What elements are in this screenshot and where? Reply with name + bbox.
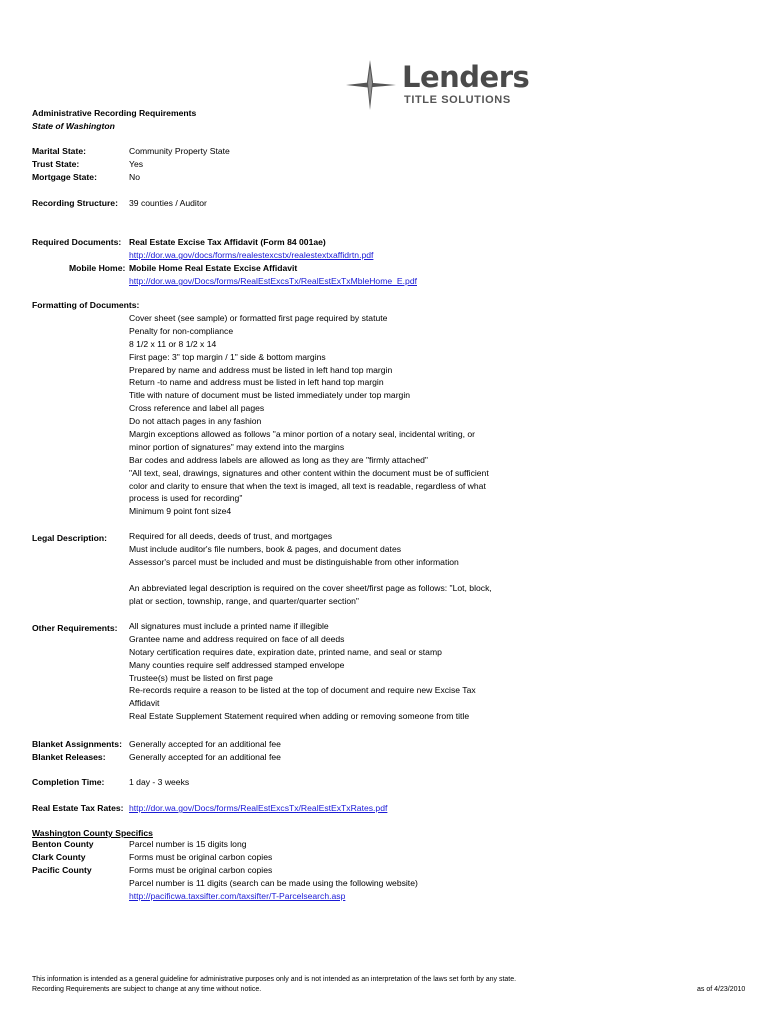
mortgage-label: Mortgage State: <box>32 172 97 182</box>
list-item: Cover sheet (see sample) or formatted first page required by statute <box>129 313 388 323</box>
list-item: An abbreviated legal description is required on the cover sheet/first page as follows: "Lot, block, <box>129 583 492 593</box>
list-item: Notary certification requires date, expiration date, printed name, and seal or stamp <box>129 646 442 657</box>
formatting-list <box>129 312 489 518</box>
logo-word: Lenders <box>402 60 530 94</box>
required-doc-link[interactable]: http://dor.wa.gov/docs/forms/realestexcstx/realestextxaffidrtn.pdf <box>129 250 374 260</box>
list-item: process is used for recording" <box>129 493 243 504</box>
other-label: Other Requirements: <box>32 623 118 633</box>
mobile-home-link[interactable]: http://dor.wa.gov/Docs/forms/RealEstExcsTx/RealEstExTxMbleHome_E.pdf <box>129 276 417 286</box>
list-item: Forms must be original carbon copies <box>129 851 273 862</box>
required-doc: Real Estate Excise Tax Affidavit (Form 84 001ae) <box>129 237 326 247</box>
list-item: First page: 3" top margin / 1" side & bottom margins <box>129 351 326 362</box>
footer-line: This information is intended as a general guideline for administrative purposes only and is not intended as an interpretation of the laws set forth by any state. <box>32 976 517 983</box>
list-item: Re-records require a reason to be listed at the top of document and require new Excise Tax <box>129 685 476 696</box>
mobile-home-doc: Mobile Home Real Estate Excise Affidavit <box>129 263 298 273</box>
page-title: Administrative Recording Requirements <box>32 108 197 118</box>
list-item: Many counties require self addressed stamped envelope <box>129 659 345 670</box>
compass-star-icon <box>344 58 400 112</box>
completion-value: 1 day - 3 weeks <box>129 777 190 787</box>
list-item: Cross reference and label all pages <box>129 403 265 414</box>
list-item: Return -to name and address must be listed in left hand top margin <box>129 377 384 388</box>
list-item: "All text, seal, drawings, signatures and other content within the document must be of sufficient <box>129 467 489 478</box>
county-name: Benton County <box>32 839 94 849</box>
list-item: Penalty for non-compliance <box>129 325 234 336</box>
blanket-release-value: Generally accepted for an additional fee <box>129 752 281 762</box>
county-names <box>32 838 94 877</box>
list-item: Must include auditor's file numbers, book & pages, and document dates <box>129 543 402 554</box>
legal-list-abbreviated <box>129 582 492 608</box>
other-list <box>129 620 476 723</box>
legal-label: Legal Description: <box>32 533 107 543</box>
list-item: 8 1/2 x 11 or 8 1/2 x 14 <box>129 338 217 349</box>
completion-label: Completion Time: <box>32 777 105 787</box>
list-item: Prepared by name and address must be listed in left hand top margin <box>129 364 393 375</box>
list-item: Affidavit <box>129 698 160 709</box>
tax-rates-label: Real Estate Tax Rates: <box>32 803 124 813</box>
list-item: color and clarity to ensure that when the text is imaged, all text is readable, regardless of what <box>129 480 486 491</box>
footer-disclaimer <box>32 975 516 995</box>
list-item: Parcel number is 15 digits long <box>129 839 247 849</box>
blanket-assign-value: Generally accepted for an additional fee <box>129 739 281 749</box>
trust-label: Trust State: <box>32 159 80 169</box>
page-state: State of Washington <box>32 121 115 131</box>
county-details <box>129 838 418 902</box>
county-name: Pacific County <box>32 864 92 875</box>
structure-value: 39 counties / Auditor <box>129 198 207 208</box>
trust-value: Yes <box>129 159 144 169</box>
legal-list <box>129 530 459 569</box>
logo <box>344 58 530 112</box>
list-item: Forms must be original carbon copies <box>129 864 273 875</box>
list-item: Minimum 9 point font size4 <box>129 506 232 517</box>
list-item: Required for all deeds, deeds of trust, and mortgages <box>129 531 333 541</box>
footer-line: Recording Requirements are subject to change at any time without notice. <box>32 986 262 993</box>
marital-label: Marital State: <box>32 146 86 156</box>
list-item: Title with nature of document must be listed immediately under top margin <box>129 390 411 401</box>
list-item: Parcel number is 11 digits (search can be made using the following website) <box>129 877 418 888</box>
county-link[interactable]: http://pacificwa.taxsifter.com/taxsifter/T-Parcelsearch.asp <box>129 890 346 901</box>
list-item: Grantee name and address required on face of all deeds <box>129 633 345 644</box>
marital-value: Community Property State <box>129 146 230 156</box>
list-item: plat or section, township, range, and quarter/quarter section" <box>129 595 359 606</box>
list-item: Bar codes and address labels are allowed as long as they are "firmly attached" <box>129 454 428 465</box>
list-item: minor portion of signatures" may extend into the margins <box>129 441 345 452</box>
required-label: Required Documents: <box>32 237 122 247</box>
blanket-assign-label: Blanket Assignments: <box>32 739 122 749</box>
county-name: Clark County <box>32 851 86 862</box>
list-item: Margin exceptions allowed as follows "a minor portion of a notary seal, incidental writing, or <box>129 429 476 440</box>
formatting-label: Formatting of Documents: <box>32 300 140 310</box>
list-item: All signatures must include a printed name if illegible <box>129 621 329 631</box>
structure-label: Recording Structure: <box>32 198 118 208</box>
mobile-home-label: Mobile Home: <box>69 263 126 273</box>
list-item: Do not attach pages in any fashion <box>129 416 262 427</box>
footer-date: as of 4/23/2010 <box>697 986 746 993</box>
county-heading: Washington County Specifics <box>32 828 153 838</box>
logo-subtitle: TITLE SOLUTIONS <box>404 94 511 106</box>
mortgage-value: No <box>129 172 140 182</box>
blanket-release-label: Blanket Releases: <box>32 752 106 762</box>
tax-rates-link[interactable]: http://dor.wa.gov/Docs/forms/RealEstExcsTx/RealEstExTxRates.pdf <box>129 803 388 813</box>
list-item: Trustee(s) must be listed on first page <box>129 672 273 683</box>
list-item: Real Estate Supplement Statement required when adding or removing someone from title <box>129 711 470 722</box>
list-item: Assessor's parcel must be included and must be distinguishable from other information <box>129 556 459 567</box>
